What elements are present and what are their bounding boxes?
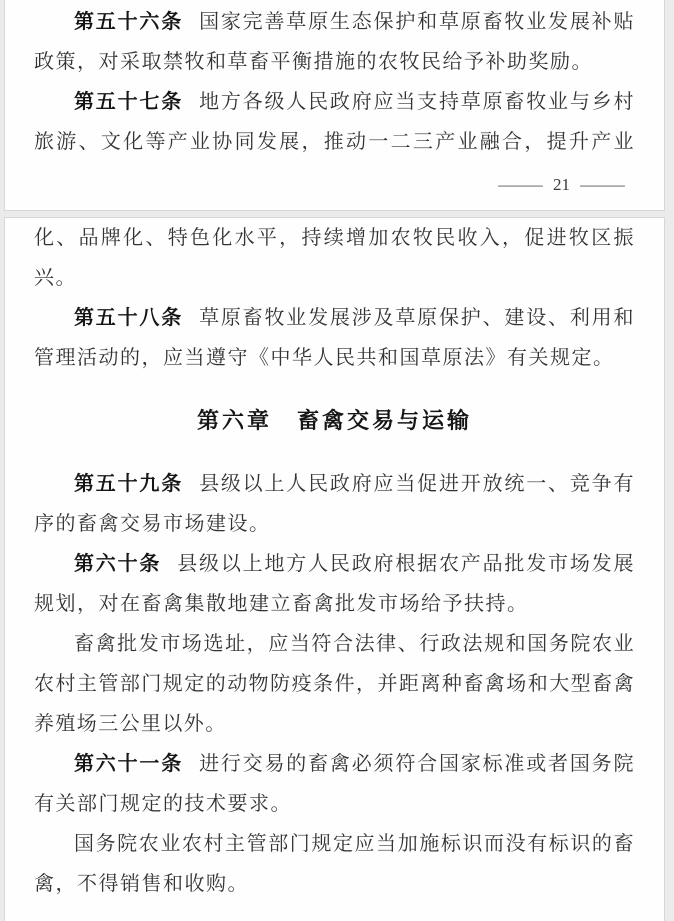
article-58-number: 第五十八条 (74, 307, 184, 329)
article-56-paragraph (34, 2, 635, 82)
article-57-continuation: 化、品牌化、特色化水平，持续增加农牧民收入，促进牧区振兴。 (34, 227, 635, 289)
article-61-identification-paragraph: 国务院农业农村主管部门规定应当加施标识而没有标识的畜禽，不得销售和收购。 (34, 833, 635, 895)
article-60-paragraph (34, 544, 635, 624)
page-1 (4, 0, 665, 211)
article-60-text: 县级以上地方人民政府根据农产品批发市场发展规划，对在畜禽集散地建立畜禽批发市场给予扶持。 (34, 553, 635, 615)
article-61-text: 进行交易的畜禽必须符合国家标准或者国务院有关部门规定的技术要求。 (34, 753, 635, 815)
article-57-paragraph (34, 82, 635, 162)
page-number-left-dash: — (498, 175, 543, 194)
article-59-text: 县级以上人民政府应当促进开放统一、竞争有序的畜禽交易市场建设。 (34, 473, 635, 535)
article-56-number: 第五十六条 (74, 11, 184, 33)
article-58-text: 草原畜牧业发展涉及草原保护、建设、利用和管理活动的，应当遵守《中华人民共和国草原法》有关规定。 (34, 307, 635, 369)
article-58-paragraph (34, 298, 635, 378)
article-59-number: 第五十九条 (74, 473, 184, 495)
article-57-number: 第五十七条 (74, 91, 184, 113)
article-56-text: 国家完善草原生态保护和草原畜牧业发展补贴政策，对采取禁牧和草畜平衡措施的农牧民给予补助奖励。 (34, 11, 635, 73)
page-2 (4, 217, 665, 921)
page-number-right-dash: — (580, 175, 625, 194)
page-number (34, 174, 635, 196)
article-59-paragraph (34, 464, 635, 544)
article-57-text: 地方各级人民政府应当支持草原畜牧业与乡村旅游、文化等产业协同发展，推动一二三产业融合，提升产业 (34, 91, 635, 153)
page-number-value: 21 (553, 175, 570, 194)
article-60-siting-paragraph: 畜禽批发市场选址，应当符合法律、行政法规和国务院农业农村主管部门规定的动物防疫条件，并距离种畜禽场和大型畜禽养殖场三公里以外。 (34, 633, 635, 735)
article-61-paragraph (34, 744, 635, 824)
chapter-6-heading: 第六章 畜禽交易与运输 (196, 408, 472, 433)
article-60-number: 第六十条 (74, 553, 162, 575)
article-61-number: 第六十一条 (74, 753, 184, 775)
